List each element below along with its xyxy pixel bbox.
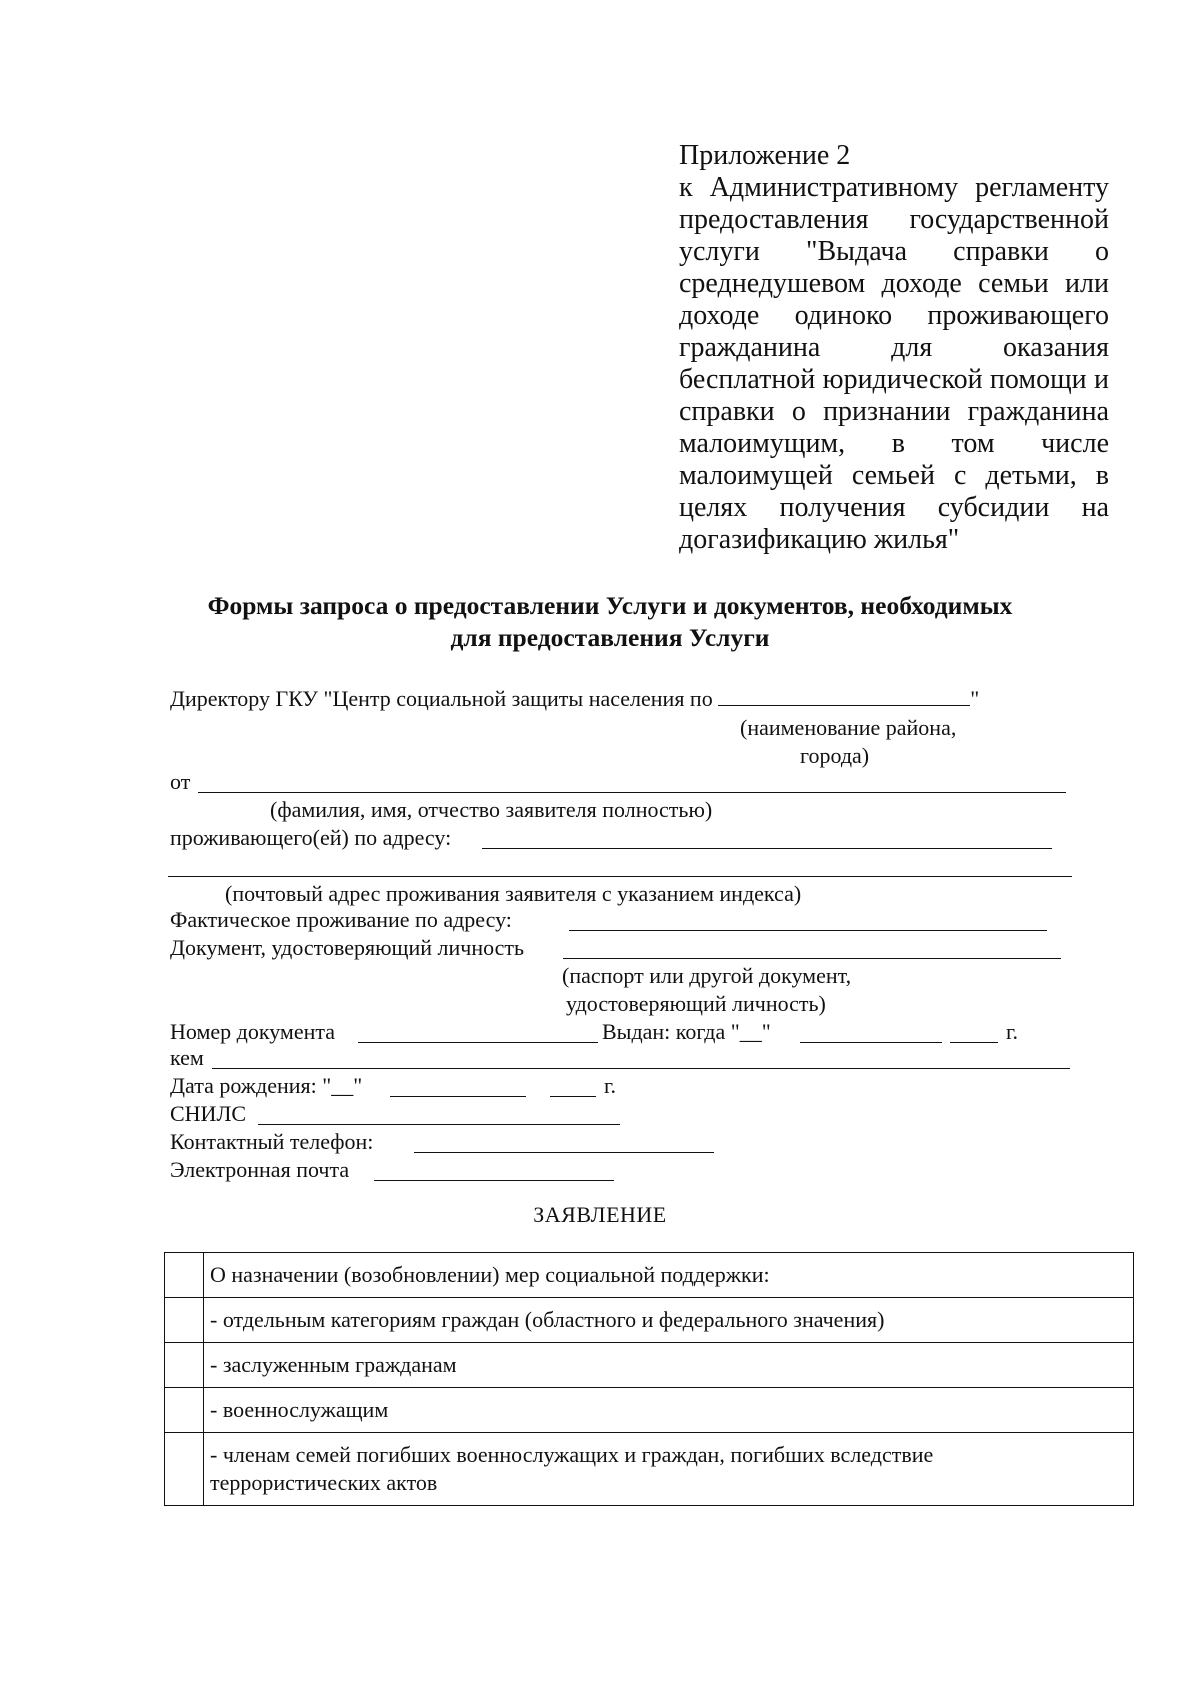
appendix-heading: Приложение 2 — [679, 140, 851, 171]
district-hint-1: (наименование района, — [740, 715, 957, 740]
applicant-name-field[interactable] — [198, 792, 1066, 793]
actual-address-line — [170, 906, 512, 934]
director-label: Директору ГКУ "Центр социальной защиты населения по — [170, 686, 713, 711]
name-hint: (фамилия, имя, отчество заявителя полностью) — [270, 797, 713, 822]
district-field[interactable] — [718, 684, 970, 706]
option-checkbox[interactable] — [165, 1388, 204, 1433]
issued-by-field[interactable] — [212, 1068, 1070, 1069]
option-text: - членам семей погибших военнослужащих и граждан, погибших вследствие — [210, 1442, 934, 1467]
option-text: - заслуженным гражданам — [210, 1352, 457, 1377]
address-hint: (почтовый адрес проживания заявителя с указанием индекса) — [225, 881, 802, 906]
director-close-quote: " — [970, 686, 980, 711]
issue-year-suffix: г. — [1006, 1019, 1019, 1044]
doc-number-line — [170, 1018, 335, 1046]
birth-date-label: Дата рождения: "__" — [170, 1073, 363, 1098]
table-row — [165, 1298, 1134, 1343]
identity-doc-label: Документ, удостоверяющий личность — [170, 935, 525, 960]
actual-address-label: Фактическое проживание по адресу: — [170, 907, 512, 932]
phone-label: Контактный телефон: — [170, 1129, 374, 1154]
option-text-continued: террористических актов — [210, 1470, 438, 1495]
form-title — [130, 590, 1090, 654]
option-label — [204, 1343, 1134, 1388]
option-checkbox[interactable] — [165, 1433, 204, 1506]
phone-field[interactable] — [414, 1152, 714, 1153]
director-line — [170, 684, 979, 712]
snils-field[interactable] — [258, 1124, 620, 1125]
address-field-continued[interactable] — [168, 876, 1072, 877]
option-label — [204, 1298, 1134, 1343]
address-field[interactable] — [482, 848, 1052, 849]
appendix-block — [679, 140, 1109, 556]
option-text: О назначении (возобновлении) мер социальной поддержки: — [210, 1262, 770, 1287]
option-text: - военнослужащим — [210, 1397, 389, 1422]
option-label — [204, 1433, 1134, 1506]
option-label — [204, 1253, 1134, 1298]
phone-line — [170, 1128, 373, 1156]
email-line — [170, 1156, 349, 1184]
birth-date-line — [170, 1072, 362, 1100]
option-checkbox[interactable] — [165, 1298, 204, 1343]
from-line — [170, 768, 190, 796]
from-label: от — [170, 769, 191, 794]
identity-doc-line — [170, 934, 524, 962]
appendix-text: к Административному регламенту предоставления государственной услуги "Выдача справки о среднедушевом доходе семьи или доходе одиноко проживающего гражданина для оказания бесплатной юридической помощи и справки о признании гражданина малоимущим, в том числе малоимущей семьей с детьми, в целях получения субсидии на догазификацию жилья" — [679, 172, 1109, 555]
email-label: Электронная почта — [170, 1157, 350, 1182]
issued-by-line — [170, 1044, 204, 1072]
option-checkbox[interactable] — [165, 1253, 204, 1298]
identity-doc-field[interactable] — [563, 958, 1061, 959]
form-title-line-1: Формы запроса о предоставлении Услуги и документов, необходимых — [207, 591, 1013, 620]
table-row — [165, 1343, 1134, 1388]
district-hint-2: города) — [800, 743, 870, 768]
issued-by-label: кем — [170, 1045, 204, 1070]
birth-month-field[interactable] — [390, 1096, 526, 1097]
table-row — [165, 1388, 1134, 1433]
identity-hint-1: (паспорт или другой документ, — [562, 963, 852, 988]
issue-month-field[interactable] — [800, 1042, 942, 1043]
identity-hint-2: удостоверяющий личность) — [566, 991, 826, 1016]
statement-options-table — [164, 1252, 1134, 1506]
table-row — [165, 1433, 1134, 1506]
option-text: - отдельным категориям граждан (областного и федерального значения) — [210, 1307, 885, 1332]
option-label — [204, 1388, 1134, 1433]
doc-number-field[interactable] — [358, 1042, 598, 1043]
birth-year-field[interactable] — [550, 1096, 596, 1097]
doc-number-label: Номер документа — [170, 1019, 336, 1044]
issue-year-field[interactable] — [950, 1042, 998, 1043]
address-label: проживающего(ей) по адресу: — [170, 825, 452, 850]
address-line — [170, 824, 451, 852]
snils-line — [170, 1100, 246, 1128]
actual-address-field[interactable] — [569, 930, 1047, 931]
issued-when-label: Выдан: когда "__" — [602, 1019, 771, 1044]
table-row — [165, 1253, 1134, 1298]
snils-label: СНИЛС — [170, 1101, 247, 1126]
birth-year-suffix: г. — [604, 1073, 617, 1098]
form-title-line-2: для предоставления Услуги — [450, 623, 770, 652]
email-field[interactable] — [374, 1180, 614, 1181]
statement-heading: ЗАЯВЛЕНИЕ — [533, 1202, 667, 1227]
option-checkbox[interactable] — [165, 1343, 204, 1388]
